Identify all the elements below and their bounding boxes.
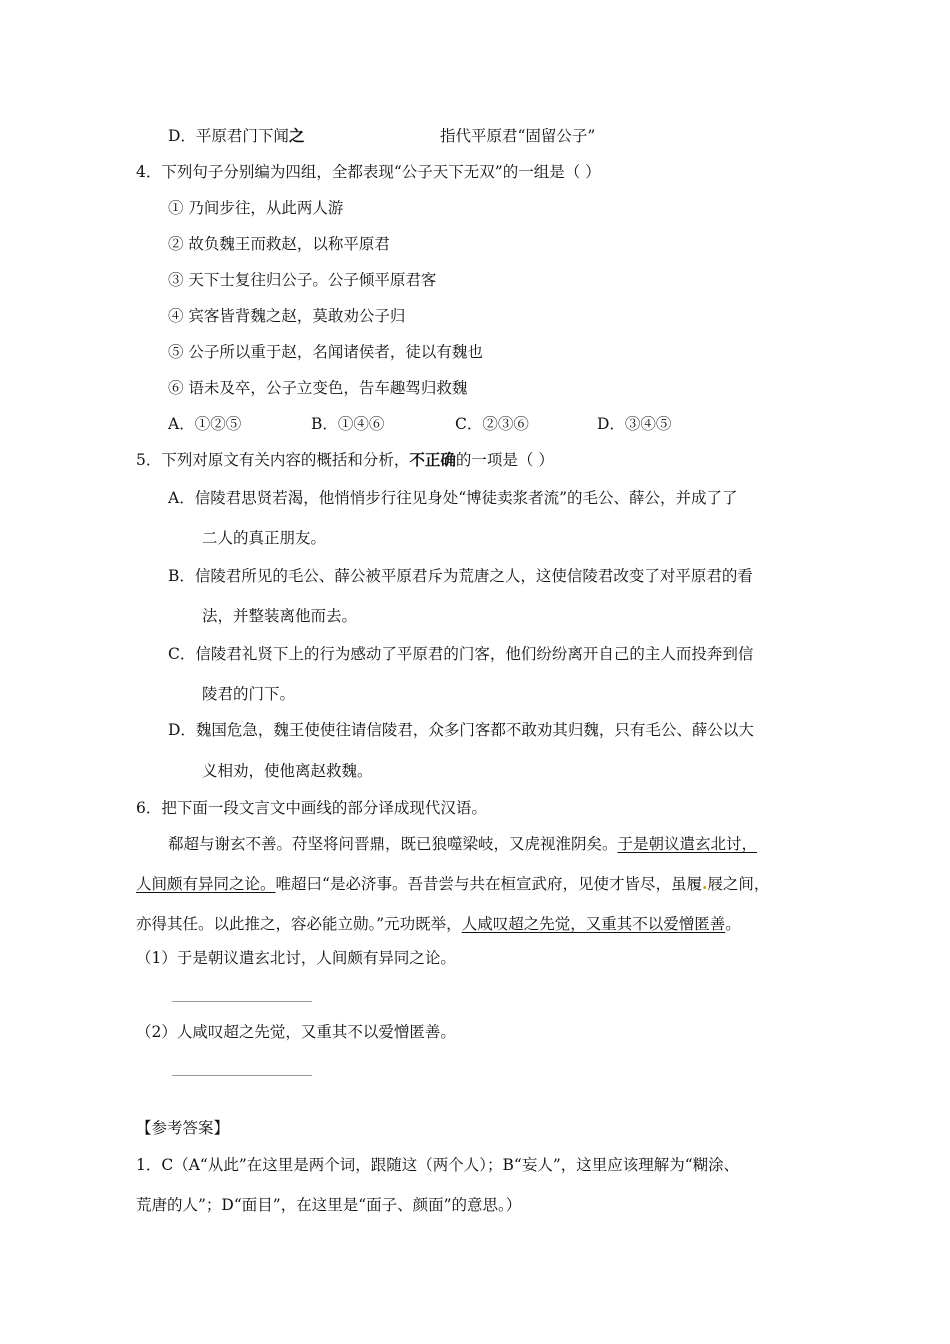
- q4-option-b: B．①④⑥: [311, 415, 385, 433]
- q6-sub-2: （2）人咸叹超之先觉，又重其不以爱憎匿善。: [136, 1023, 456, 1041]
- answers-heading: 【参考答案】: [136, 1119, 230, 1137]
- q6-passage-line2: [136, 874, 769, 894]
- q5-option-d-line2: 义相劝，使他离赵救魏。: [202, 762, 373, 780]
- q6-p2-mark: .: [701, 874, 708, 893]
- q4-item: ② 故负魏王而救赵，以称平原君: [168, 235, 390, 253]
- answer-1-line1: 1．C（A“从此”在这里是两个词，跟随这（两个人）；B“妄人”，这里应该理解为“糊涂、: [136, 1156, 740, 1174]
- q4-option-d: D．③④⑤: [597, 415, 672, 433]
- q4-option-c: C．②③⑥: [455, 415, 529, 433]
- answer-1-line2: 荒唐的人”；D“面目”，在这里是“面子、颜面”的意思。）: [136, 1196, 522, 1214]
- q4-item: ① 乃间步往，从此两人游: [168, 199, 344, 217]
- answer-blank-1[interactable]: [172, 1001, 312, 1002]
- q6-p2-end: 屐之间，: [707, 875, 770, 893]
- q4-option-a: A．①②⑤: [168, 415, 242, 433]
- q6-sub-1: （1）于是朝议遣玄北讨，人间颇有异同之论。: [136, 949, 456, 967]
- answer-blank-2[interactable]: [172, 1075, 312, 1076]
- q6-p3-end: 。: [725, 915, 741, 933]
- q5-option-a-line1: A．信陵君思贤若渴，他悄悄步行往见身处“博徒卖浆者流”的毛公、薛公，并成了了: [168, 489, 738, 507]
- q5-option-a-line2: 二人的真正朋友。: [202, 529, 327, 547]
- q5-option-c-line2: 陵君的门下。: [202, 685, 296, 703]
- q5-option-d-line1: D．魏国危急，魏王使使往请信陵君，众多门客都不敢劝其归魏，只有毛公、薛公以大: [168, 721, 754, 739]
- q3-d-bold: 之: [288, 127, 305, 145]
- q6-p1-underlined: 于是朝议遣玄北讨，: [617, 835, 758, 853]
- q5-option-b-line2: 法，并整装离他而去。: [202, 607, 358, 625]
- q6-stem: 6．把下面一段文言文中画线的部分译成现代汉语。: [136, 799, 487, 817]
- q5-stem-bold: 不正确: [409, 451, 456, 469]
- q4-item: ③ 天下士复往归公子。公子倾平原君客: [168, 271, 437, 289]
- q4-item: ⑥ 语未及卒，公子立变色，告车趣驾归救魏: [168, 379, 468, 397]
- q3-d-label: D．平原君门下闻: [168, 127, 289, 145]
- q6-p2-plain: 唯超曰“是必济事。吾昔尝与共在桓宣武府，见使才皆尽，虽履: [275, 875, 702, 893]
- q3-d-gloss: 指代平原君“固留公子”: [440, 127, 596, 145]
- q5-stem: [136, 450, 554, 470]
- q6-p1-plain: 郗超与谢玄不善。苻坚将问晋鼎，既已狼噬梁岐，又虎视淮阴矣。: [168, 835, 618, 853]
- q4-stem: 4．下列句子分别编为四组，全都表现“公子天下无双”的一组是（ ）: [136, 163, 601, 181]
- q5-stem-post: 的一项是（ ）: [455, 451, 554, 469]
- q6-p3-plain: 亦得其任。以此推之，容必能立勋。”元功既举，: [136, 915, 462, 933]
- q6-p2-underlined: 人间颇有异同之论。: [136, 875, 276, 893]
- q6-passage-line3: [136, 914, 741, 934]
- q3-d-text: [168, 126, 304, 146]
- q6-p3-underlined: 人咸叹超之先觉，又重其不以爱憎匿善: [461, 915, 726, 933]
- q4-item: ④ 宾客皆背魏之赵，莫敢劝公子归: [168, 307, 406, 325]
- q5-option-b-line1: B．信陵君所见的毛公、薛公被平原君斥为荒唐之人，这使信陵君改变了对平原君的看: [168, 567, 753, 585]
- q5-option-c-line1: C．信陵君礼贤下上的行为感动了平原君的门客，他们纷纷离开自己的主人而投奔到信: [168, 645, 754, 663]
- q4-item: ⑤ 公子所以重于赵，名闻诸侯者，徒以有魏也: [168, 343, 483, 361]
- q5-stem-pre: 5．下列对原文有关内容的概括和分析，: [136, 451, 410, 469]
- q6-passage-line1: [168, 834, 757, 854]
